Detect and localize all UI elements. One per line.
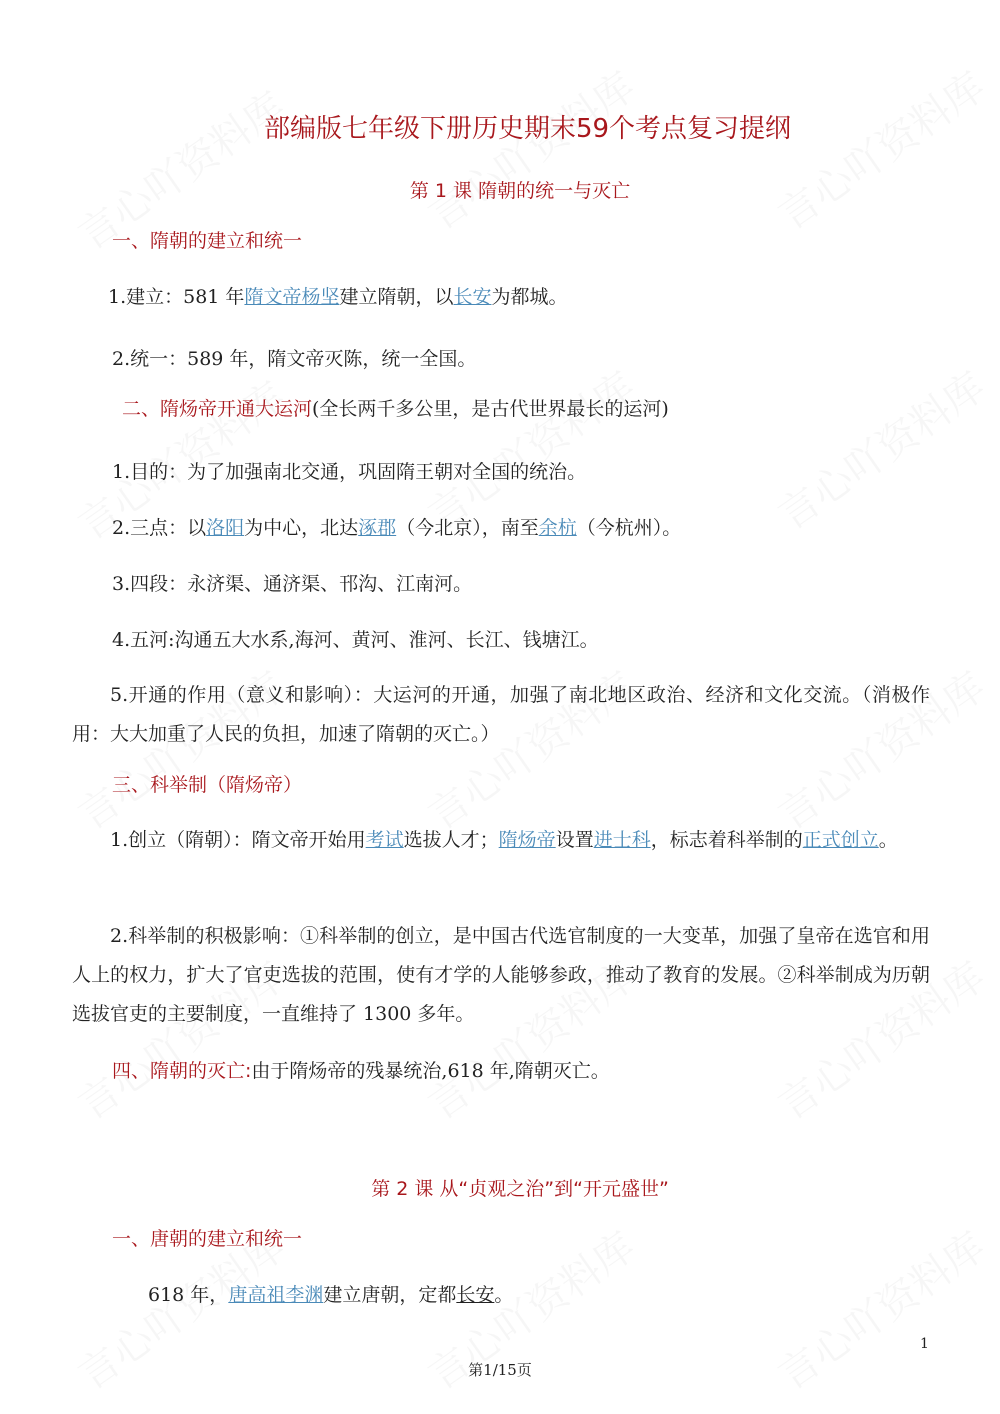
- link[interactable]: 长安: [456, 1284, 495, 1306]
- text: （今杭州）。: [576, 517, 682, 539]
- heading-text: 二、隋炀帝开通大运河: [122, 398, 313, 420]
- text: ，标志着科举制的: [650, 829, 803, 851]
- paragraph: 3.四段：永济渠、通济渠、邗沟、江南河。: [112, 573, 473, 595]
- text: 建立唐朝，定都: [323, 1284, 457, 1306]
- text: 建立隋朝，以: [339, 286, 454, 308]
- paragraph: [112, 516, 681, 540]
- text: 1.创立（隋朝）：隋文帝开始用: [110, 829, 366, 851]
- paragraph: [72, 821, 930, 860]
- text: 由于隋炀帝的残暴统治,618 年,隋朝灭亡。: [251, 1060, 610, 1082]
- link[interactable]: 正式创立: [802, 829, 879, 851]
- text: 为中心，北达: [244, 517, 359, 539]
- link[interactable]: 洛阳: [206, 517, 245, 539]
- paragraph: 4.五河:沟通五大水系,海河、黄河、淮河、长江、钱塘江。: [112, 629, 599, 651]
- link[interactable]: 唐高祖李渊: [228, 1284, 324, 1306]
- document-title: 部编版七年级下册历史期末59个考点复习提纲: [263, 114, 792, 144]
- paragraph: [148, 1283, 513, 1307]
- paragraph: 2.统一：589 年，隋文帝灭陈，统一全国。: [112, 348, 477, 370]
- link[interactable]: 涿郡: [358, 517, 397, 539]
- link[interactable]: 余杭: [538, 517, 577, 539]
- text: （今北京），南至: [396, 517, 539, 539]
- text: 。: [494, 1284, 514, 1306]
- link[interactable]: 隋炀帝: [498, 829, 556, 851]
- link[interactable]: 长安: [453, 286, 492, 308]
- heading-text: 四、隋朝的灭亡:: [112, 1060, 252, 1082]
- link[interactable]: 进士科: [593, 829, 651, 851]
- section-heading: [122, 397, 669, 421]
- paragraph: 5.开通的作用（意义和影响）：大运河的开通，加强了南北地区政治、经济和文化交流。（消极作用：大大加重了人民的负担，加速了隋朝的灭亡。）: [72, 684, 930, 745]
- page-number: 1: [920, 1336, 929, 1352]
- text: 618 年，: [148, 1284, 229, 1306]
- text: 选拔人才；: [403, 829, 499, 851]
- text: 。: [878, 829, 898, 851]
- paragraph: 1.目的：为了加强南北交通，巩固隋王朝对全国的统治。: [112, 461, 587, 483]
- lesson-1-heading: 第 1 课 隋朝的统一与灭亡: [409, 180, 631, 202]
- paragraph: [108, 285, 568, 309]
- link[interactable]: 考试: [365, 829, 404, 851]
- link[interactable]: 隋文帝杨坚: [244, 286, 340, 308]
- heading-note: (全长两千多公里，是古代世界最长的运河): [312, 398, 669, 420]
- text: 2.三点：以: [112, 517, 207, 539]
- section-heading: 三、科举制（隋炀帝）: [112, 774, 303, 796]
- text: 为都城。: [491, 286, 568, 308]
- paragraph: 2.科举制的积极影响：①科举制的创立，是中国古代选官制度的一大变革，加强了皇帝在选官和用人上的权力，扩大了官吏选拔的范围，使有才学的人能够参政，推动了教育的发展。②科举制成为历朝选拔官吏的主要制度，一直维持了 1300 多年。: [72, 925, 930, 1025]
- text: 1.建立：581 年: [108, 286, 245, 308]
- section-heading: [112, 1059, 610, 1083]
- page-indicator: 第1/15页: [468, 1361, 532, 1379]
- section-heading: 一、隋朝的建立和统一: [112, 230, 303, 252]
- text: 设置: [555, 829, 594, 851]
- lesson-2-heading: 第 2 课 从“贞观之治”到“开元盛世”: [371, 1178, 669, 1200]
- section-heading: 一、唐朝的建立和统一: [112, 1228, 303, 1250]
